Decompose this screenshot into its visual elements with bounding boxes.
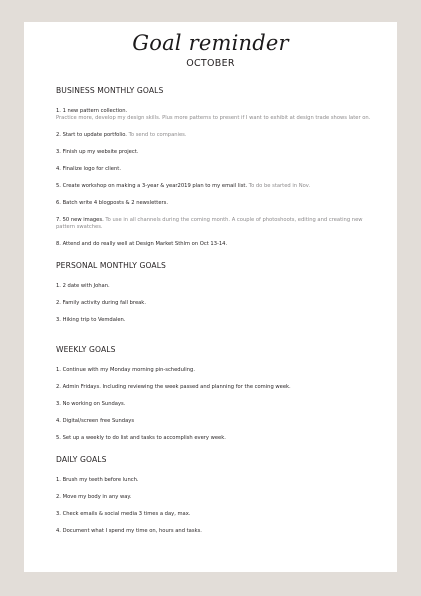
goal-text: 1. 2 date with Johan. bbox=[56, 283, 110, 289]
goal-text: 1. Continue with my Monday morning pin-scheduling. bbox=[56, 367, 195, 373]
goal-item bbox=[56, 183, 383, 190]
goal-text: 3. Hiking trip to Vemdalen. bbox=[56, 317, 126, 323]
goal-text: 3. Finish up my website project. bbox=[56, 149, 139, 155]
goal-item bbox=[56, 317, 383, 324]
goal-text: 4. Digital/screen free Sundays bbox=[56, 418, 135, 424]
goal-text: 4. Document what I spend my time on, hours and tasks. bbox=[56, 528, 202, 534]
goal-text: 4. Finalize logo for client. bbox=[56, 166, 121, 172]
goal-text: 2. Admin Fridays. Including reviewing the week passed and planning for the coming week. bbox=[56, 384, 291, 390]
month-label: OCTOBER bbox=[186, 58, 235, 69]
goal-item bbox=[56, 108, 383, 122]
goal-item bbox=[56, 435, 383, 442]
section-heading: WEEKLY GOALS bbox=[56, 345, 116, 354]
goal-item bbox=[56, 367, 383, 374]
goal-note: To do be started in Nov. bbox=[248, 183, 311, 189]
goal-text: 7. 50 new images. bbox=[56, 217, 104, 223]
goal-item bbox=[56, 217, 383, 231]
goal-item bbox=[56, 494, 383, 501]
goal-text: 3. Check emails & social media 3 times a day, max. bbox=[56, 511, 191, 517]
goal-text: 2. Move my body in any way. bbox=[56, 494, 132, 500]
goal-item bbox=[56, 200, 383, 207]
goal-item bbox=[56, 528, 383, 535]
goal-text: 5. Set up a weekly to do list and tasks to accomplish every week. bbox=[56, 435, 226, 441]
goal-text: 1. 1 new pattern collection. bbox=[56, 108, 128, 114]
goal-sheet bbox=[24, 22, 397, 572]
goal-text: 6. Batch write 4 blogposts & 2 newsletters. bbox=[56, 200, 168, 206]
daily-goals-section bbox=[56, 455, 383, 535]
goal-text: 8. Attend and do really well at Design Market Sthlm on Oct 13-14. bbox=[56, 241, 228, 247]
goal-note: To send to companies. bbox=[128, 132, 187, 138]
goal-text: 5. Create workshop on making a 3-year & year2019 plan to my email list. bbox=[56, 183, 248, 189]
goal-text: 2. Start to update portfolio. bbox=[56, 132, 127, 138]
goal-item bbox=[56, 401, 383, 408]
goal-item bbox=[56, 283, 383, 290]
goal-item bbox=[56, 166, 383, 173]
goal-note: To use in all channels during the coming month. A couple of photoshoots, editing and creating new pattern swatches. bbox=[56, 217, 363, 230]
goal-text: 2. Family activity during fall break. bbox=[56, 300, 146, 306]
section-heading: DAILY GOALS bbox=[56, 455, 107, 464]
personal-monthly-goals-section bbox=[56, 261, 383, 324]
goal-item bbox=[56, 132, 383, 139]
goal-item bbox=[56, 149, 383, 156]
goal-item bbox=[56, 300, 383, 307]
goal-item bbox=[56, 418, 383, 425]
section-heading: BUSINESS MONTHLY GOALS bbox=[56, 86, 164, 95]
page-title: Goal reminder bbox=[132, 31, 289, 55]
goal-item bbox=[56, 477, 383, 484]
weekly-goals-section bbox=[56, 345, 383, 442]
goal-item bbox=[56, 511, 383, 518]
goal-item bbox=[56, 384, 383, 391]
goals-content bbox=[56, 86, 383, 545]
goal-text: 3. No working on Sundays. bbox=[56, 401, 126, 407]
goal-note: Practice more, develop my design skills. Plus more patterns to present if I want to exhibit at design trade shows later on. bbox=[56, 115, 371, 121]
goal-item bbox=[56, 241, 383, 248]
section-heading: PERSONAL MONTHLY GOALS bbox=[56, 261, 166, 270]
business-monthly-goals-section bbox=[56, 86, 383, 248]
goal-text: 1. Brush my teeth before lunch. bbox=[56, 477, 139, 483]
